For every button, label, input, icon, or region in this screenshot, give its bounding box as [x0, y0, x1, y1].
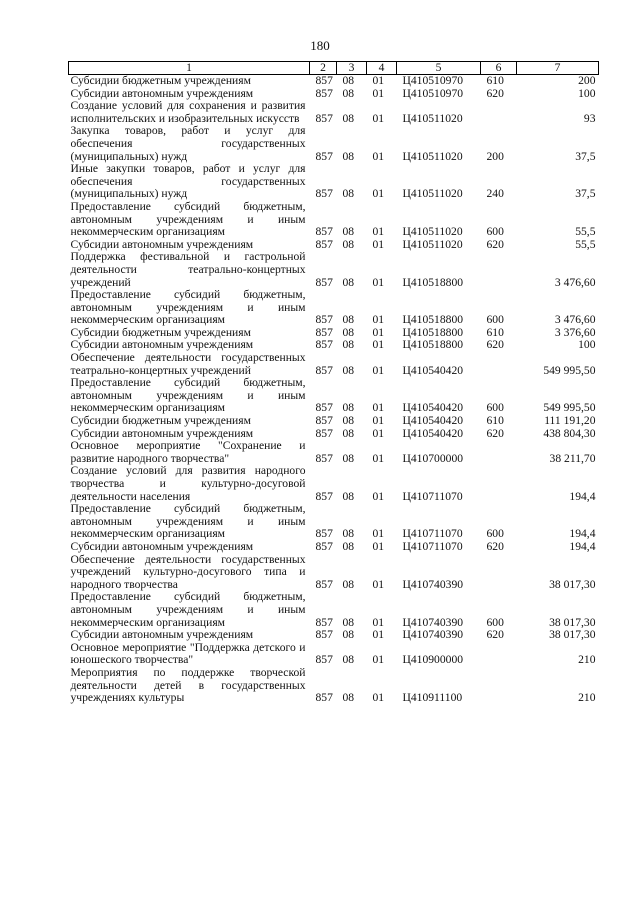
table-row	[69, 503, 599, 541]
header-row	[69, 62, 599, 75]
row-c3: 08	[342, 187, 355, 201]
row-c2: 857	[315, 489, 333, 503]
row-c5: Ц410510970	[402, 86, 464, 100]
row-c3: 08	[342, 225, 355, 239]
row-name: Иные закупки товаров, работ и услуг для обеспечения государственных (муниципальных) нужд	[70, 162, 306, 201]
table-row	[69, 591, 599, 629]
row-amount: 200	[578, 74, 596, 87]
row-c2: 857	[315, 363, 333, 377]
row-name: Субсидии бюджетным учреждениям	[70, 325, 251, 339]
table-row	[69, 415, 599, 428]
row-c3: 08	[342, 111, 355, 125]
row-c6: 610	[486, 74, 504, 87]
row-c2: 857	[315, 539, 333, 553]
row-name: Субсидии бюджетным учреждениям	[70, 414, 251, 428]
row-c3: 08	[342, 539, 355, 553]
row-c3: 08	[342, 401, 355, 415]
row-c6: 610	[486, 414, 504, 428]
row-c2: 857	[315, 275, 333, 289]
row-c4: 01	[372, 363, 385, 377]
row-amount: 194,4	[569, 539, 596, 553]
row-c2: 857	[315, 414, 333, 428]
row-c2: 857	[315, 653, 333, 667]
row-amount: 55,5	[575, 225, 596, 239]
row-c6: 200	[486, 149, 504, 163]
row-c3: 08	[342, 363, 355, 377]
row-c3: 08	[342, 691, 355, 705]
row-c6: 620	[486, 338, 504, 352]
row-c2: 857	[315, 338, 333, 352]
row-amount: 3 476,60	[554, 313, 596, 327]
row-name: Обеспечение деятельности государственных театрально-концертных учреждений	[70, 351, 306, 377]
table-row	[69, 541, 599, 554]
row-c5: Ц410740390	[402, 577, 464, 591]
row-c3: 08	[342, 74, 355, 87]
row-c4: 01	[372, 451, 385, 465]
row-amount: 194,4	[569, 527, 596, 541]
budget-table	[68, 61, 599, 705]
row-c6: 610	[486, 325, 504, 339]
row-c6: 240	[486, 187, 504, 201]
row-c5: Ц410518800	[402, 313, 464, 327]
row-c4: 01	[372, 401, 385, 415]
row-c5: Ц410911100	[402, 691, 463, 705]
row-c2: 857	[315, 426, 333, 440]
row-c6: 620	[486, 237, 504, 251]
row-c3: 08	[342, 313, 355, 327]
row-c3: 08	[342, 451, 355, 465]
row-c4: 01	[372, 225, 385, 239]
table-row	[69, 642, 599, 667]
row-c3: 08	[342, 414, 355, 428]
row-name: Субсидии бюджетным учреждениям	[70, 74, 251, 87]
row-c5: Ц410518800	[402, 325, 464, 339]
table-row	[69, 465, 599, 503]
row-name: Предоставление субсидий бюджетным, автономным учреждениям и иным некоммерческим организациям	[70, 502, 306, 541]
row-name: Предоставление субсидий бюджетным, автономным учреждениям и иным некоммерческим организациям	[70, 590, 306, 629]
row-amount: 38 211,70	[549, 451, 596, 465]
row-name: Закупка товаров, работ и услуг для обеспечения государственных (муниципальных) нужд	[70, 124, 306, 163]
row-c6	[481, 100, 517, 125]
row-amount: 438 804,30	[543, 426, 596, 440]
row-c5: Ц410740390	[402, 615, 464, 629]
row-amount: 38 017,30	[549, 628, 596, 642]
row-c3: 08	[342, 338, 355, 352]
row-name: Субсидии автономным учреждениям	[70, 426, 254, 440]
row-c5: Ц410510970	[402, 74, 464, 87]
column-header: 5	[397, 62, 481, 75]
row-c6: 620	[486, 628, 504, 642]
page-number: 180	[310, 38, 330, 53]
column-header: 7	[517, 62, 599, 75]
row-c2: 857	[315, 527, 333, 541]
row-c2: 857	[315, 237, 333, 251]
row-c5: Ц410511020	[402, 187, 463, 201]
row-c3: 08	[342, 325, 355, 339]
row-name: Субсидии автономным учреждениям	[70, 86, 254, 100]
row-amount: 210	[578, 653, 596, 667]
row-c5: Ц410511020	[402, 225, 463, 239]
row-c5: Ц410511020	[402, 237, 463, 251]
row-c3: 08	[342, 489, 355, 503]
row-c4: 01	[372, 691, 385, 705]
row-c5: Ц410900000	[402, 653, 464, 667]
column-header: 2	[310, 62, 337, 75]
row-c6: 620	[486, 539, 504, 553]
table-row	[69, 554, 599, 592]
row-c6: 600	[486, 225, 504, 239]
row-c4: 01	[372, 414, 385, 428]
row-c6: 600	[486, 527, 504, 541]
row-c2: 857	[315, 149, 333, 163]
row-c4: 01	[372, 237, 385, 251]
row-c5: Ц410540420	[402, 363, 464, 377]
column-header: 1	[69, 62, 310, 75]
row-c3: 08	[342, 527, 355, 541]
row-c5: Ц410700000	[402, 451, 464, 465]
row-c6: 600	[486, 401, 504, 415]
row-name: Поддержка фестивальной и гастрольной деятельности театрально-концертных учреждений	[70, 250, 306, 289]
row-c2: 857	[315, 325, 333, 339]
row-c4: 01	[372, 187, 385, 201]
row-c4: 01	[372, 111, 385, 125]
table-header	[69, 62, 599, 75]
row-amount: 37,5	[575, 149, 596, 163]
row-c2: 857	[315, 187, 333, 201]
row-c6	[481, 465, 517, 503]
row-amount: 38 017,30	[549, 615, 596, 629]
row-c5: Ц410711070	[402, 527, 463, 541]
row-c2: 857	[315, 628, 333, 642]
row-c6: 620	[486, 86, 504, 100]
row-c6	[481, 554, 517, 592]
row-c4: 01	[372, 653, 385, 667]
row-c5: Ц410711070	[402, 539, 463, 553]
row-amount: 3 476,60	[554, 275, 596, 289]
row-c5: Ц410511020	[402, 111, 463, 125]
row-name: Субсидии автономным учреждениям	[70, 628, 254, 642]
row-c3: 08	[342, 615, 355, 629]
row-c2: 857	[315, 577, 333, 591]
table-row	[69, 377, 599, 415]
table-row	[69, 667, 599, 705]
row-c3: 08	[342, 653, 355, 667]
row-c3: 08	[342, 426, 355, 440]
column-header: 3	[337, 62, 367, 75]
row-c6	[481, 642, 517, 667]
row-amount: 549 995,50	[543, 401, 596, 415]
row-amount: 100	[578, 86, 596, 100]
row-c6	[481, 667, 517, 705]
row-c4: 01	[372, 86, 385, 100]
table-row	[69, 163, 599, 201]
row-amount: 100	[578, 338, 596, 352]
row-amount: 38 017,30	[549, 577, 596, 591]
row-name: Основное мероприятие "Сохранение и развитие народного творчества"	[70, 439, 306, 465]
row-c6: 600	[486, 313, 504, 327]
row-c4: 01	[372, 149, 385, 163]
row-c3: 08	[342, 275, 355, 289]
row-c6: 600	[486, 615, 504, 629]
row-c5: Ц410518800	[402, 338, 464, 352]
row-c5: Ц410511020	[402, 149, 463, 163]
row-name: Предоставление субсидий бюджетным, автономным учреждениям и иным некоммерческим организациям	[70, 288, 306, 327]
row-amount: 55,5	[575, 237, 596, 251]
row-c4: 01	[372, 426, 385, 440]
row-c5: Ц410711070	[402, 489, 463, 503]
row-name: Субсидии автономным учреждениям	[70, 237, 254, 251]
row-c6: 620	[486, 426, 504, 440]
row-c4: 01	[372, 577, 385, 591]
row-c2: 857	[315, 691, 333, 705]
row-c4: 01	[372, 313, 385, 327]
row-c5: Ц410740390	[402, 628, 464, 642]
table-row	[69, 201, 599, 239]
row-c6	[481, 440, 517, 465]
row-name: Субсидии автономным учреждениям	[70, 338, 254, 352]
table-row	[69, 352, 599, 377]
row-c5: Ц410540420	[402, 414, 464, 428]
row-c3: 08	[342, 237, 355, 251]
row-amount: 194,4	[569, 489, 596, 503]
row-c4: 01	[372, 325, 385, 339]
row-name: Субсидии автономным учреждениям	[70, 539, 254, 553]
row-c4: 01	[372, 338, 385, 352]
column-header: 6	[481, 62, 517, 75]
row-c2: 857	[315, 451, 333, 465]
row-name: Создание условий для развития народного творчества и культурно-досуговой деятельности населения	[70, 464, 306, 503]
row-c5: Ц410540420	[402, 401, 464, 415]
row-c2: 857	[315, 401, 333, 415]
table-body	[69, 75, 599, 705]
row-c3: 08	[342, 86, 355, 100]
row-c4: 01	[372, 615, 385, 629]
row-c6	[481, 352, 517, 377]
row-c4: 01	[372, 628, 385, 642]
row-name: Обеспечение деятельности государственных учреждений культурно-досугового типа и народного творчества	[70, 552, 306, 591]
table-row	[69, 289, 599, 327]
row-c5: Ц410518800	[402, 275, 464, 289]
row-amount: 3 376,60	[554, 325, 596, 339]
row-c4: 01	[372, 489, 385, 503]
table-row	[69, 440, 599, 465]
row-amount: 93	[583, 111, 596, 125]
row-c3: 08	[342, 149, 355, 163]
table-row	[69, 629, 599, 642]
row-name: Основное мероприятие "Поддержка детского и юношеского творчества"	[70, 640, 306, 667]
row-amount: 549 995,50	[543, 363, 596, 377]
row-amount: 37,5	[575, 187, 596, 201]
row-c4: 01	[372, 527, 385, 541]
row-c2: 857	[315, 615, 333, 629]
row-c6	[481, 251, 517, 289]
row-c2: 857	[315, 225, 333, 239]
row-c2: 857	[315, 86, 333, 100]
row-c2: 857	[315, 111, 333, 125]
row-c3: 08	[342, 577, 355, 591]
row-c4: 01	[372, 539, 385, 553]
row-c5: Ц410540420	[402, 426, 464, 440]
row-c2: 857	[315, 74, 333, 87]
table-row	[69, 100, 599, 125]
row-name: Предоставление субсидий бюджетным, автономным учреждениям и иным некоммерческим организациям	[70, 199, 306, 239]
row-c2: 857	[315, 313, 333, 327]
row-amount: 111 191,20	[544, 414, 596, 428]
row-name: Мероприятия по поддержке творческой деятельности детей в государственных учреждениях культуры	[70, 665, 306, 705]
table-row	[69, 251, 599, 289]
row-c3: 08	[342, 628, 355, 642]
row-name: Создание условий для сохранения и развития исполнительских и изобразительных искусств	[70, 99, 306, 125]
column-header: 4	[367, 62, 397, 75]
table-row	[69, 75, 599, 88]
row-c4: 01	[372, 275, 385, 289]
row-amount: 210	[578, 691, 596, 705]
row-c4: 01	[372, 74, 385, 87]
row-name: Предоставление субсидий бюджетным, автономным учреждениям и иным некоммерческим организациям	[70, 376, 306, 415]
table-row	[69, 125, 599, 163]
